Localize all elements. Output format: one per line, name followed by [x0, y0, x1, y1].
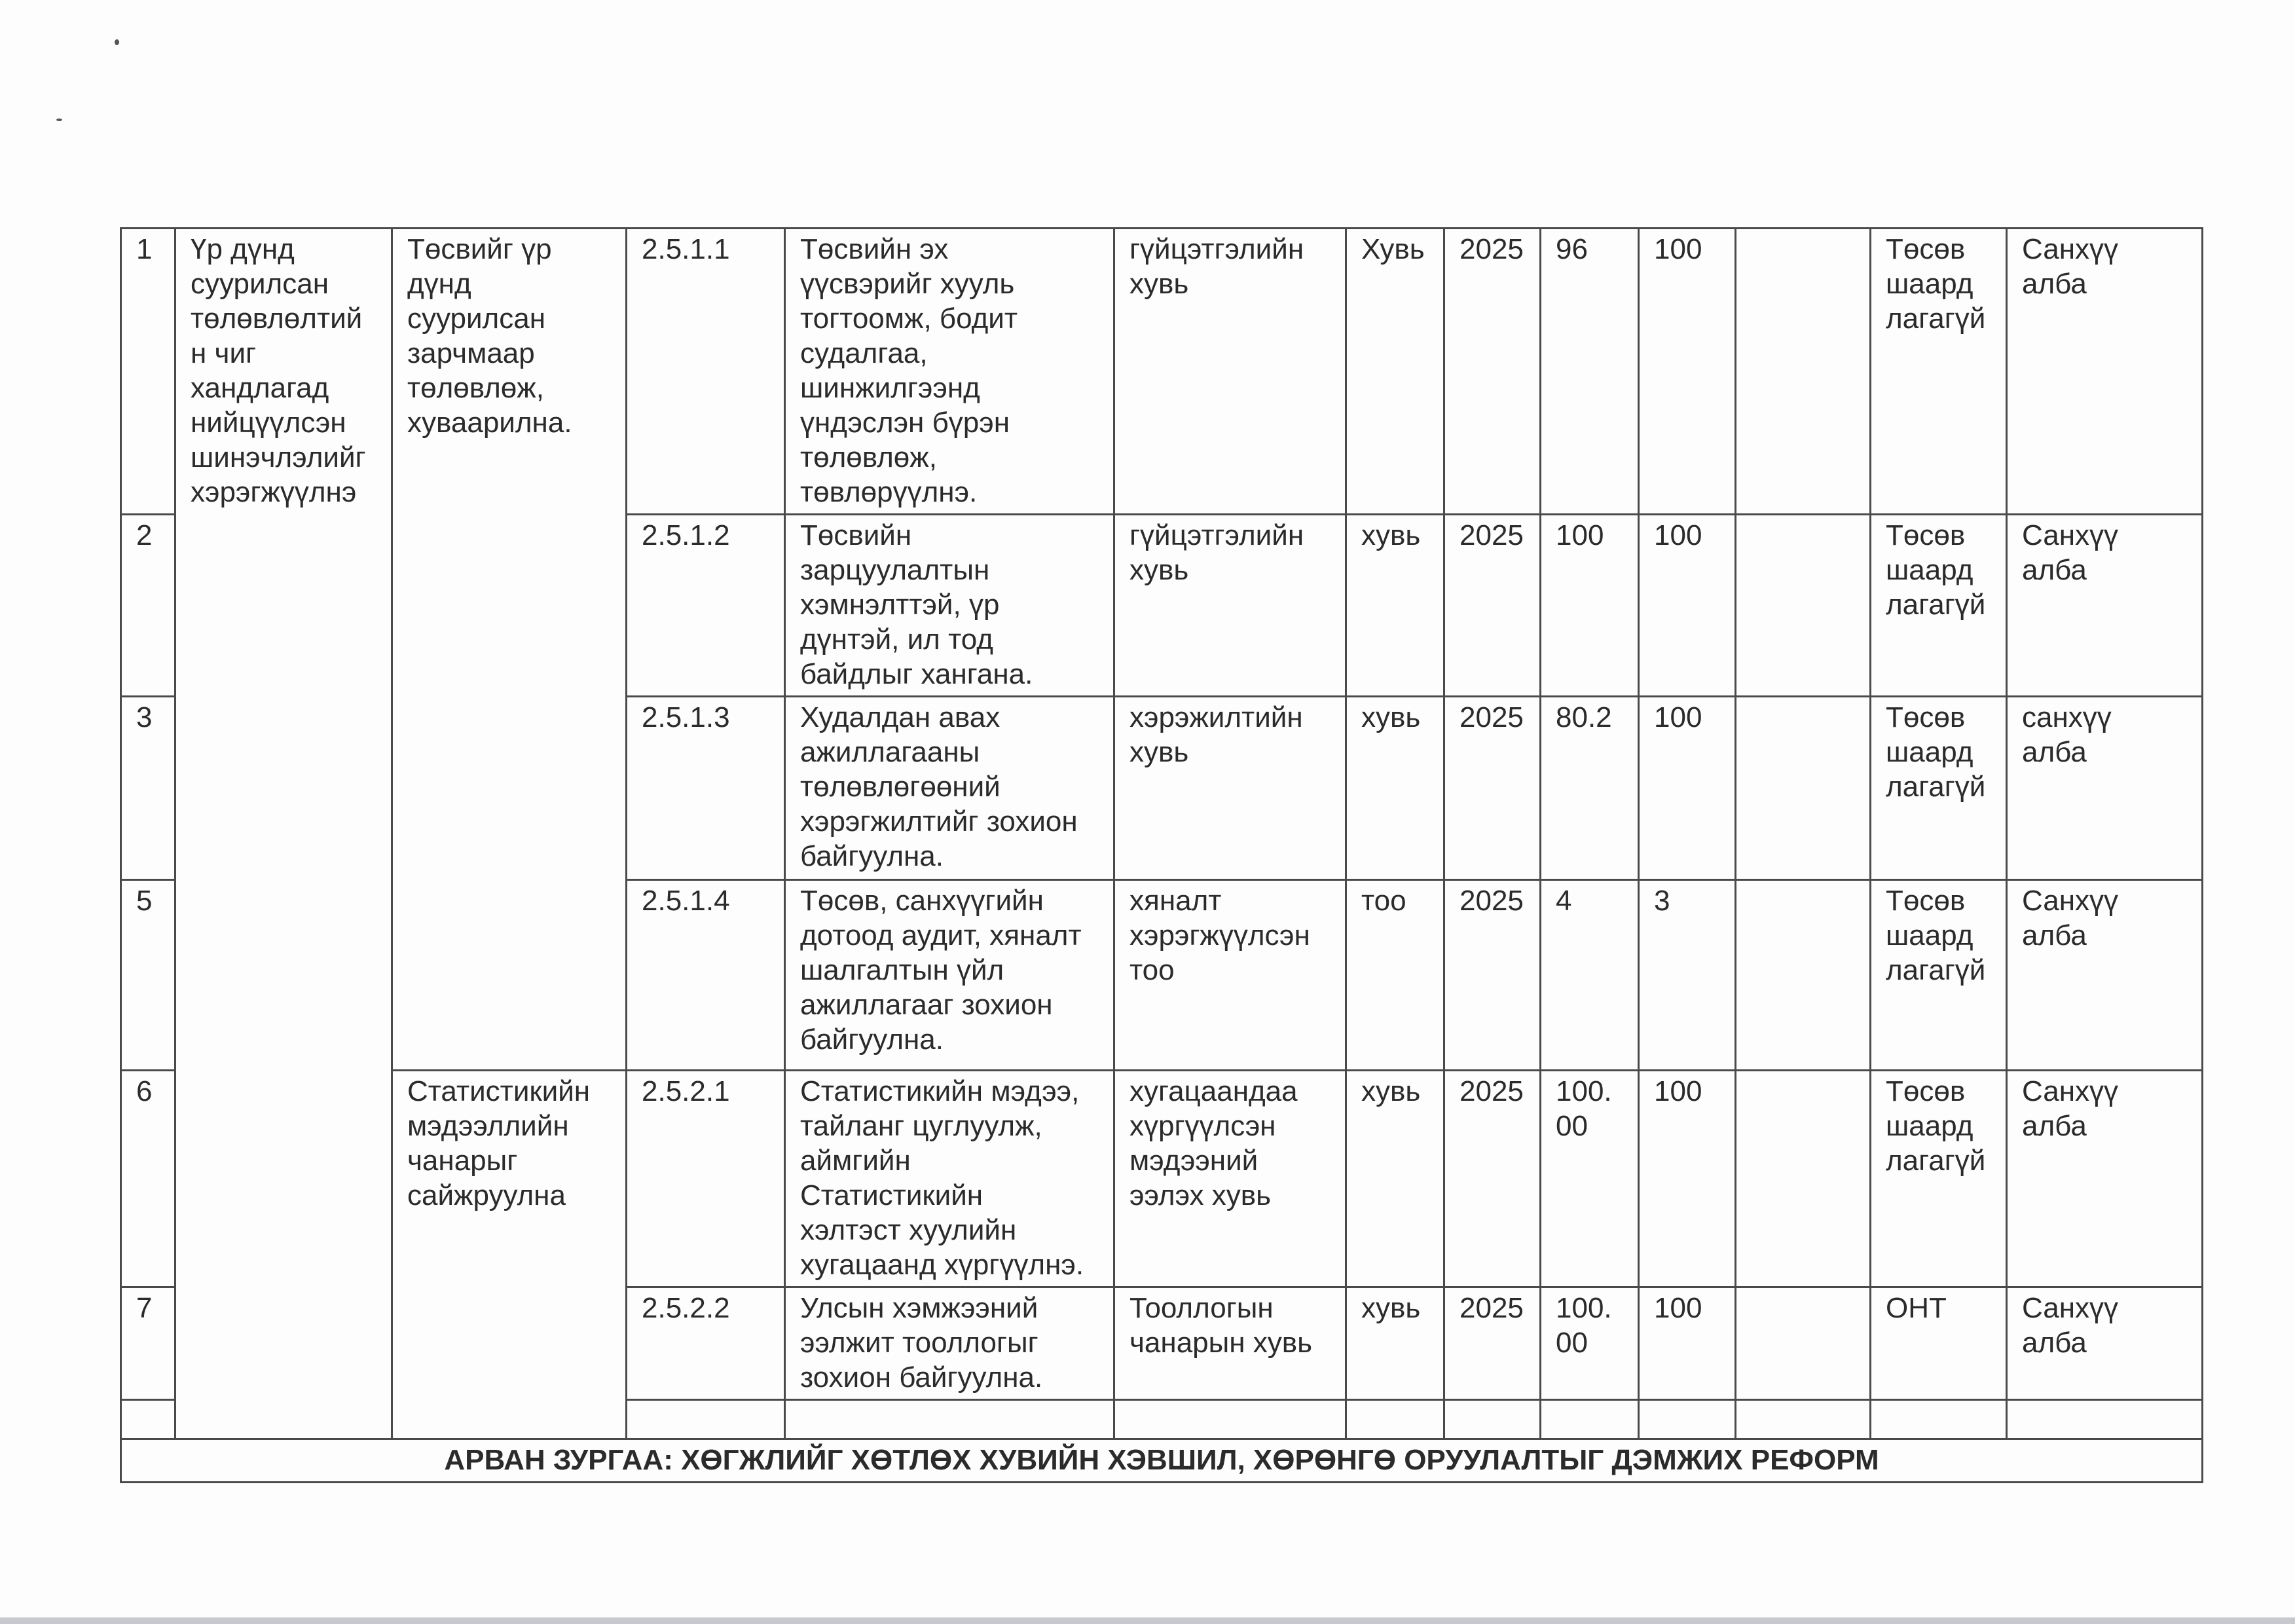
activity-cell-line: Статистикийн	[800, 1179, 983, 1211]
responsible-cell	[2007, 880, 2203, 1071]
activity-code: 2.5.1.2	[627, 515, 785, 697]
activity-cell-line: Худалдан авах	[800, 701, 1001, 733]
table-row	[121, 1071, 2203, 1287]
goal-cell	[175, 229, 392, 1439]
funding-cell	[1871, 880, 2007, 1071]
indicator-cell-line: хэрэжилтийн	[1129, 701, 1303, 733]
baseline-cell	[1541, 515, 1639, 697]
scan-speck	[56, 119, 62, 121]
objective-cell-line: дүнд	[407, 268, 471, 300]
funding-cell-line: лагагүй	[1886, 589, 1986, 621]
scan-edge	[0, 1617, 2295, 1624]
indicator-cell-line: хувь	[1129, 736, 1189, 768]
indicator-cell-line: гүйцэтгэлийн	[1129, 519, 1304, 551]
activity-code: 2.5.2.2	[627, 1287, 785, 1400]
year-cell: 2025	[1444, 1071, 1541, 1287]
baseline-cell	[1541, 697, 1639, 880]
empty-cell	[1639, 1400, 1736, 1439]
unit-cell: Хувь	[1346, 229, 1444, 515]
activity-cell-line: байгуулна.	[800, 840, 944, 872]
responsible-cell	[2007, 1287, 2203, 1400]
row-number: 2	[121, 515, 175, 697]
activity-code: 2.5.1.1	[627, 229, 785, 515]
blank-cell	[1736, 229, 1871, 515]
activity-cell-line: шалгалтын үйл	[800, 954, 1004, 986]
goal-cell-line: нийцүүлсэн	[191, 407, 346, 439]
target-cell: 100	[1639, 697, 1736, 880]
goal-cell-line: Үр дүнд	[191, 233, 295, 265]
target-cell: 100	[1639, 229, 1736, 515]
funding-cell	[1871, 1071, 2007, 1287]
row-number: 7	[121, 1287, 175, 1400]
funding-cell-line: Төсөв	[1886, 519, 1966, 551]
responsible-cell-line: Санхүү	[2022, 1075, 2119, 1107]
row-number: 1	[121, 229, 175, 515]
objective-cell-line: чанарыг	[407, 1145, 518, 1177]
objective-cell-line: Статистикийн	[407, 1075, 591, 1107]
funding-cell-line: Төсөв	[1886, 701, 1966, 733]
target-cell: 3	[1639, 880, 1736, 1071]
objective-cell-line: мэдээллийн	[407, 1110, 569, 1142]
activity-cell	[785, 1287, 1114, 1400]
responsible-cell-line: Санхүү	[2022, 885, 2119, 917]
activity-cell-line: хугацаанд хүргүүлнэ.	[800, 1249, 1084, 1281]
responsible-cell-line: алба	[2022, 1110, 2087, 1142]
objective-cell-line: Төсвийг үр	[407, 233, 552, 265]
objective-cell-line: сайжруулна	[407, 1179, 566, 1211]
responsible-cell-line: алба	[2022, 1327, 2087, 1359]
funding-cell-line: Төсөв	[1886, 885, 1966, 917]
activity-cell-line: Статистикийн мэдээ,	[800, 1075, 1080, 1107]
funding-cell-line: шаард	[1886, 919, 1974, 951]
indicator-cell-line: хэрэгжүүлсэн	[1129, 919, 1310, 951]
year-cell: 2025	[1444, 515, 1541, 697]
row-number: 3	[121, 697, 175, 880]
empty-cell	[1871, 1400, 2007, 1439]
row-number: 5	[121, 880, 175, 1071]
empty-cell	[1346, 1400, 1444, 1439]
responsible-cell-line: Санхүү	[2022, 519, 2119, 551]
activity-cell-line: байдлыг хангана.	[800, 658, 1033, 690]
objective-cell-line: зарчмаар	[407, 337, 535, 369]
blank-cell	[1736, 1287, 1871, 1400]
section-heading-row	[121, 1439, 2203, 1483]
activity-cell-line: хэлтэст хуулийн	[800, 1214, 1017, 1246]
activity-cell	[785, 880, 1114, 1071]
empty-cell	[1736, 1400, 1871, 1439]
activity-code: 2.5.1.3	[627, 697, 785, 880]
goal-cell-line: суурилсан	[191, 268, 329, 300]
baseline-cell-line: 00	[1556, 1110, 1588, 1142]
goal-cell-line: төлөвлөлтий	[191, 303, 363, 335]
goal-cell-line: шинэчлэлийг	[191, 441, 366, 473]
activity-cell-line: хэмнэлттэй, үр	[800, 589, 1000, 621]
indicator-cell-line: хугацаандаа	[1129, 1075, 1298, 1107]
target-cell: 100	[1639, 515, 1736, 697]
blank-cell	[1736, 697, 1871, 880]
year-cell: 2025	[1444, 697, 1541, 880]
responsible-cell-line: алба	[2022, 554, 2087, 586]
funding-cell-line: Төсөв	[1886, 233, 1966, 265]
activity-cell-line: судалгаа,	[800, 337, 928, 369]
blank-cell	[1736, 515, 1871, 697]
objective-cell-line: суурилсан	[407, 303, 545, 335]
baseline-cell	[1541, 229, 1639, 515]
funding-cell-line: Төсөв	[1886, 1075, 1966, 1107]
activity-cell-line: төвлөрүүлнэ.	[800, 476, 978, 508]
indicator-cell-line: гүйцэтгэлийн	[1129, 233, 1304, 265]
goal-cell-line: хэрэгжүүлнэ	[191, 476, 357, 508]
funding-cell-line: лагагүй	[1886, 771, 1986, 803]
indicator-cell	[1114, 515, 1346, 697]
row-number: 6	[121, 1071, 175, 1287]
objective-cell-line: хуваарилна.	[407, 407, 572, 439]
activity-code: 2.5.1.4	[627, 880, 785, 1071]
activity-code: 2.5.2.1	[627, 1071, 785, 1287]
responsible-cell-line: алба	[2022, 268, 2087, 300]
year-cell: 2025	[1444, 880, 1541, 1071]
unit-cell: тоо	[1346, 880, 1444, 1071]
target-cell: 100	[1639, 1071, 1736, 1287]
funding-cell	[1871, 515, 2007, 697]
activity-cell-line: ээлжит тооллогыг	[800, 1327, 1038, 1359]
responsible-cell-line: санхүү	[2022, 701, 2112, 733]
activity-cell-line: төлөвлөж,	[800, 441, 937, 473]
responsible-cell	[2007, 697, 2203, 880]
responsible-cell	[2007, 229, 2203, 515]
baseline-cell	[1541, 1071, 1639, 1287]
activity-cell-line: зохион байгуулна.	[800, 1361, 1043, 1393]
target-cell: 100	[1639, 1287, 1736, 1400]
indicator-cell	[1114, 880, 1346, 1071]
indicator-cell-line: ээлэх хувь	[1129, 1179, 1272, 1211]
empty-cell	[2007, 1400, 2203, 1439]
activity-cell-line: ажиллагааг зохион	[800, 989, 1053, 1021]
activity-cell	[785, 697, 1114, 880]
goal-cell-line: н чиг	[191, 337, 257, 369]
responsible-cell-line: алба	[2022, 736, 2087, 768]
activity-cell	[785, 1071, 1114, 1287]
responsible-cell-line: алба	[2022, 919, 2087, 951]
funding-cell-line: лагагүй	[1886, 303, 1986, 335]
baseline-cell-line: 100.	[1556, 1075, 1612, 1107]
indicator-cell-line: хяналт	[1129, 885, 1222, 917]
empty-cell	[785, 1400, 1114, 1439]
funding-cell-line: ОНТ	[1886, 1292, 1947, 1324]
activity-cell-line: Төсөв, санхүүгийн	[800, 885, 1044, 917]
activity-cell	[785, 515, 1114, 697]
indicator-cell	[1114, 1071, 1346, 1287]
responsible-cell	[2007, 1071, 2203, 1287]
blank-cell	[1736, 880, 1871, 1071]
indicator-cell	[1114, 1287, 1346, 1400]
funding-cell-line: лагагүй	[1886, 954, 1986, 986]
activity-cell	[785, 229, 1114, 515]
section-heading: АРВАН ЗУРГАА: ХӨГЖЛИЙГ ХӨТЛӨХ ХУВИЙН ХЭВШИЛ, ХӨРӨНГӨ ОРУУЛАЛТЫГ ДЭМЖИХ РЕФОРМ	[121, 1439, 2203, 1483]
scan-speck	[115, 39, 119, 45]
indicator-cell-line: хувь	[1129, 268, 1189, 300]
action-plan-table	[120, 227, 2203, 1483]
baseline-cell-line: 00	[1556, 1327, 1588, 1359]
empty-cell	[121, 1400, 175, 1439]
funding-cell	[1871, 1287, 2007, 1400]
baseline-cell-line: 80.2	[1556, 701, 1612, 733]
baseline-cell-line: 100	[1556, 519, 1604, 551]
indicator-cell-line: хүргүүлсэн	[1129, 1110, 1276, 1142]
funding-cell	[1871, 229, 2007, 515]
empty-cell	[1114, 1400, 1346, 1439]
funding-cell-line: шаард	[1886, 1110, 1974, 1142]
funding-cell-line: шаард	[1886, 554, 1974, 586]
table-row	[121, 229, 2203, 515]
activity-cell-line: аймгийн	[800, 1145, 911, 1177]
goal-cell-line: хандлагад	[191, 372, 329, 404]
unit-cell: хувь	[1346, 1071, 1444, 1287]
activity-cell-line: Улсын хэмжээний	[800, 1292, 1038, 1324]
responsible-cell-line: Санхүү	[2022, 1292, 2119, 1324]
empty-cell	[1541, 1400, 1639, 1439]
activity-cell-line: төлөвлөгөөний	[800, 771, 1001, 803]
blank-cell	[1736, 1071, 1871, 1287]
baseline-cell-line: 4	[1556, 885, 1572, 917]
funding-cell-line: лагагүй	[1886, 1145, 1986, 1177]
activity-cell-line: дотоод аудит, хяналт	[800, 919, 1082, 951]
baseline-cell-line: 100.	[1556, 1292, 1612, 1324]
activity-cell-line: Төсвийн	[800, 519, 912, 551]
baseline-cell-line: 96	[1556, 233, 1588, 265]
activity-cell-line: тайланг цуглуулж,	[800, 1110, 1042, 1142]
funding-cell	[1871, 697, 2007, 880]
indicator-cell	[1114, 697, 1346, 880]
year-cell: 2025	[1444, 1287, 1541, 1400]
funding-cell-line: шаард	[1886, 736, 1974, 768]
activity-cell-line: үндэслэн бүрэн	[800, 407, 1010, 439]
funding-cell-line: шаард	[1886, 268, 1974, 300]
objective-cell	[392, 229, 627, 1071]
activity-cell-line: ажиллагааны	[800, 736, 980, 768]
activity-cell-line: байгуулна.	[800, 1024, 944, 1056]
activity-cell-line: тогтоомж, бодит	[800, 303, 1018, 335]
objective-cell	[392, 1071, 627, 1439]
indicator-cell-line: тоо	[1129, 954, 1175, 986]
baseline-cell	[1541, 1287, 1639, 1400]
indicator-cell-line: чанарын хувь	[1129, 1327, 1313, 1359]
indicator-cell-line: мэдээний	[1129, 1145, 1258, 1177]
activity-cell-line: Төсвийн эх	[800, 233, 949, 265]
responsible-cell-line: Санхүү	[2022, 233, 2119, 265]
year-cell: 2025	[1444, 229, 1541, 515]
activity-cell-line: хэрэгжилтийг зохион	[800, 805, 1078, 838]
indicator-cell-line: Тооллогын	[1129, 1292, 1274, 1324]
activity-cell-line: үүсвэрийг хууль	[800, 268, 1015, 300]
activity-cell-line: дүнтэй, ил тод	[800, 623, 993, 655]
baseline-cell	[1541, 880, 1639, 1071]
empty-cell	[1444, 1400, 1541, 1439]
responsible-cell	[2007, 515, 2203, 697]
unit-cell: хувь	[1346, 1287, 1444, 1400]
activity-cell-line: шинжилгээнд	[800, 372, 980, 404]
unit-cell: хувь	[1346, 515, 1444, 697]
indicator-cell-line: хувь	[1129, 554, 1189, 586]
empty-cell	[627, 1400, 785, 1439]
objective-cell-line: төлөвлөж,	[407, 372, 544, 404]
indicator-cell	[1114, 229, 1346, 515]
unit-cell: хувь	[1346, 697, 1444, 880]
activity-cell-line: зарцуулалтын	[800, 554, 990, 586]
